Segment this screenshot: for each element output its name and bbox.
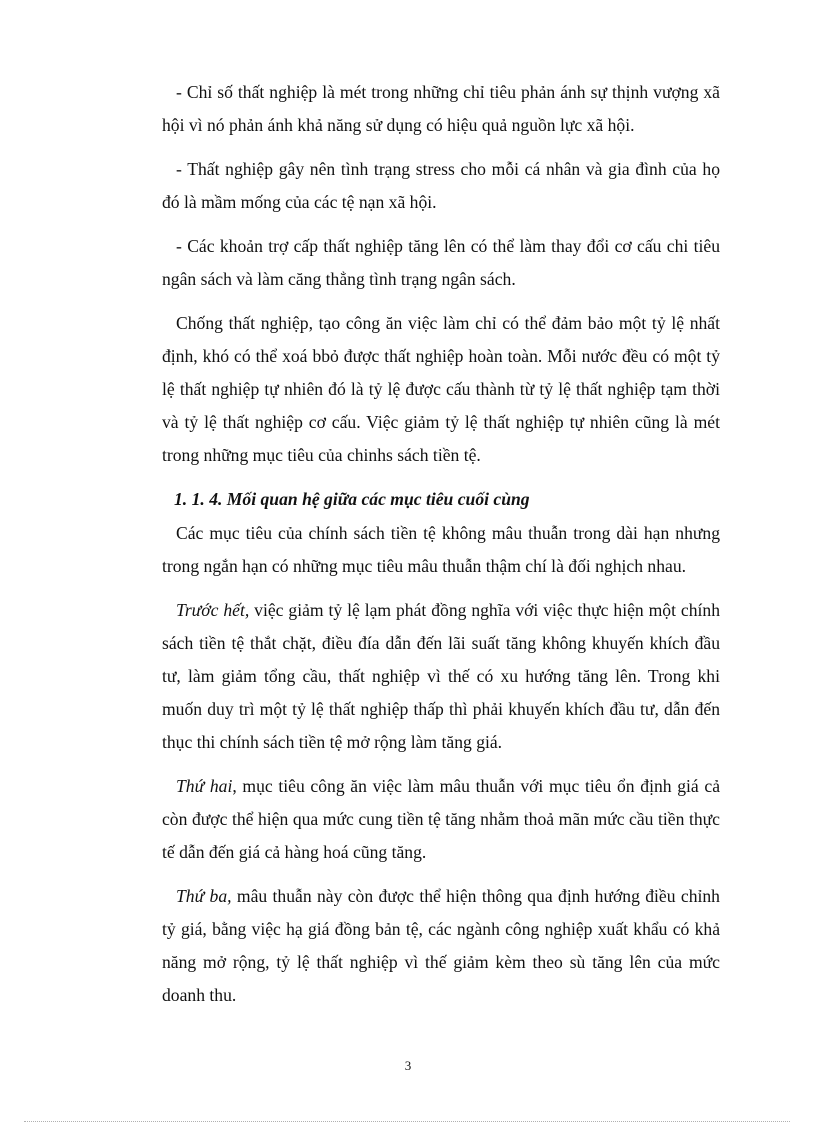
paragraph-unemployment-benefits: - Các khoản trợ cấp thất nghiệp tăng lên có thể làm thay đổi cơ cấu chi tiêu ngân sách và làm căng thẳng tình trạng ngân sách. — [162, 236, 720, 289]
paragraph-unemployment-stress: - Thất nghiệp gây nên tình trạng stress cho mỗi cá nhân và gia đình của họ đó là mầm mống của các tệ nạn xã hội. — [162, 159, 720, 212]
first-point-lead: Trước hết, — [176, 600, 250, 620]
second-point-lead: Thứ hai — [176, 776, 233, 796]
paragraph-fighting-unemployment: Chống thất nghiệp, tạo công ăn việc làm chỉ có thể đảm bảo một tỷ lệ nhất định, khó có thể xoá bbỏ được thất nghiệp hoàn toàn. Mỗi nước đều có một tỷ lệ thất nghiệp tự nhiên đó là tỷ lệ được cấu thành từ tỷ lệ thất nghiệp tạm thời và tỷ lệ thất nghiệp cơ cấu. Việc giảm tỷ lệ thất nghiệp tự nhiên cũng là mét trong những mục tiêu của chinhs sách tiền tệ. — [162, 313, 720, 465]
second-point-text: , mục tiêu công ăn việc làm mâu thuẫn với mục tiêu ổn định giá cả còn được thể hiện qua mức cung tiền tệ tăng nhằm thoả mãn mức cầu tiền thực tế dẫn đến giá cả hàng hoá cũng tăng. — [162, 776, 721, 862]
paragraph-unemployment-index: - Chỉ số thất nghiệp là mét trong những chỉ tiêu phản ánh sự thịnh vượng xã hội vì nó phản ánh khả năng sử dụng có hiệu quả nguồn lực xã hội. — [162, 82, 720, 135]
third-point-text: mâu thuẫn này còn được thể hiện thông qua định hướng điều chỉnh tỷ giá, bằng việc hạ giá đồng bản tệ, các ngành công nghiệp xuất khẩu có khả năng mở rộng, tỷ lệ thất nghiệp vì thế giảm kèm theo sù tăng lên của mức doanh thu. — [162, 886, 720, 1005]
page-content — [162, 76, 720, 1023]
section-heading: 1. 1. 4. Mối quan hệ giữa các mục tiêu cuối cùng — [174, 489, 530, 509]
paragraph-section-intro: Các mục tiêu của chính sách tiền tệ không mâu thuẫn trong dài hạn nhưng trong ngắn hạn có những mục tiêu mâu thuẫn thậm chí là đối nghịch nhau. — [162, 523, 720, 576]
page-bottom-divider — [24, 1121, 790, 1122]
paragraph-third-point — [162, 880, 720, 1012]
first-point-text: việc giảm tỷ lệ lạm phát đồng nghĩa với việc thực hiện một chính sách tiền tệ thắt chặt, điều đía dẫn đến lãi suất tăng không khuyến khích đầu tư, làm giảm tổng cầu, thất nghiệp vì thế có xu hướng tăng lên. Trong khi muốn duy trì một tỷ lệ thất nghiệp thấp thì phải khuyến khích đầu tư, dẫn đến thục thi chính sách tiền tệ mở rộng làm tăng giá. — [162, 600, 720, 752]
third-point-lead: Thứ ba, — [176, 886, 232, 906]
paragraph-first-point — [162, 594, 720, 759]
paragraph-second-point — [162, 770, 720, 869]
page-number: 3 — [404, 1058, 412, 1073]
